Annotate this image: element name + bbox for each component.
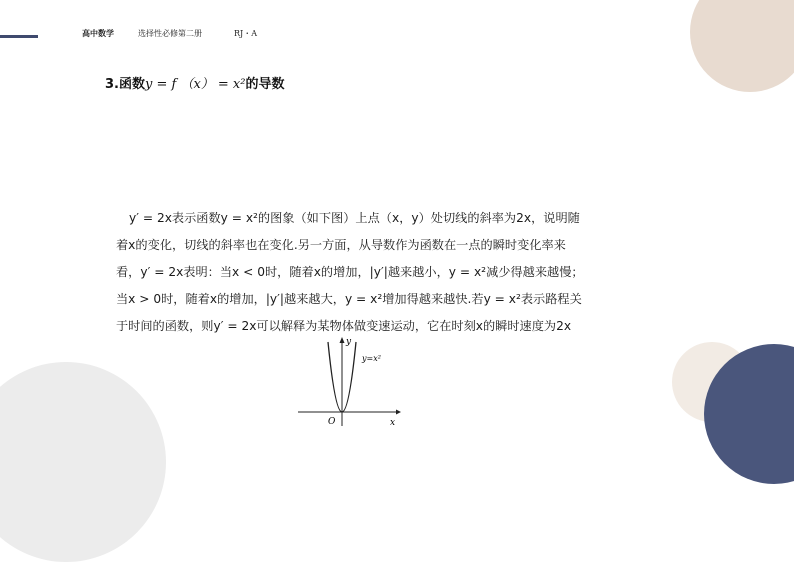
- parabola-graph: [296, 334, 402, 429]
- paragraph-line: 着x的变化，切线的斜率也在变化.另一方面，从导数作为函数在一点的瞬时变化率来: [116, 238, 566, 252]
- paragraph-line: 看，y′ = 2x表明：当x < 0时，随着x的增加，|y′|越来越小，y = x²减少得越来越慢；: [116, 265, 584, 279]
- x-axis-label: x: [390, 418, 396, 428]
- header-book: 选择性必修第二册: [138, 29, 202, 38]
- x-axis-arrow: [396, 410, 401, 415]
- header-course: 高中数学: [82, 29, 114, 38]
- header-edition: RJ・A: [234, 29, 258, 38]
- section-title-suffix: 的导数: [245, 77, 285, 92]
- curve-label: y=x²: [362, 354, 381, 363]
- section-title: [105, 73, 285, 92]
- decorative-circle-top-right: [690, 0, 794, 92]
- paragraph-line: 当x > 0时，随着x的增加，|y′|越来越大，y = x²增加得越来越快.若y = x²表示路程关: [116, 292, 582, 306]
- paragraph-line: y′ = 2x表示函数y = x²的图象（如下图）上点（x，y）处切线的斜率为2x，说明随: [129, 211, 580, 225]
- origin-label: O: [328, 417, 336, 427]
- derivative-explanation-paragraph: [116, 205, 676, 333]
- header-accent-bar: [0, 35, 38, 38]
- y-axis-label: y: [346, 337, 352, 347]
- section-number: 3.: [105, 77, 119, 92]
- decorative-circle-bottom-left: [0, 362, 166, 562]
- section-formula: y = f （x） = x²: [145, 77, 246, 92]
- y-axis-arrow: [340, 337, 345, 343]
- paragraph-line: 于时间的函数，则y′ = 2x可以解释为某物体做变速运动，它在时刻x的瞬时速度为2x: [116, 319, 572, 333]
- section-title-prefix: 函数: [118, 77, 145, 92]
